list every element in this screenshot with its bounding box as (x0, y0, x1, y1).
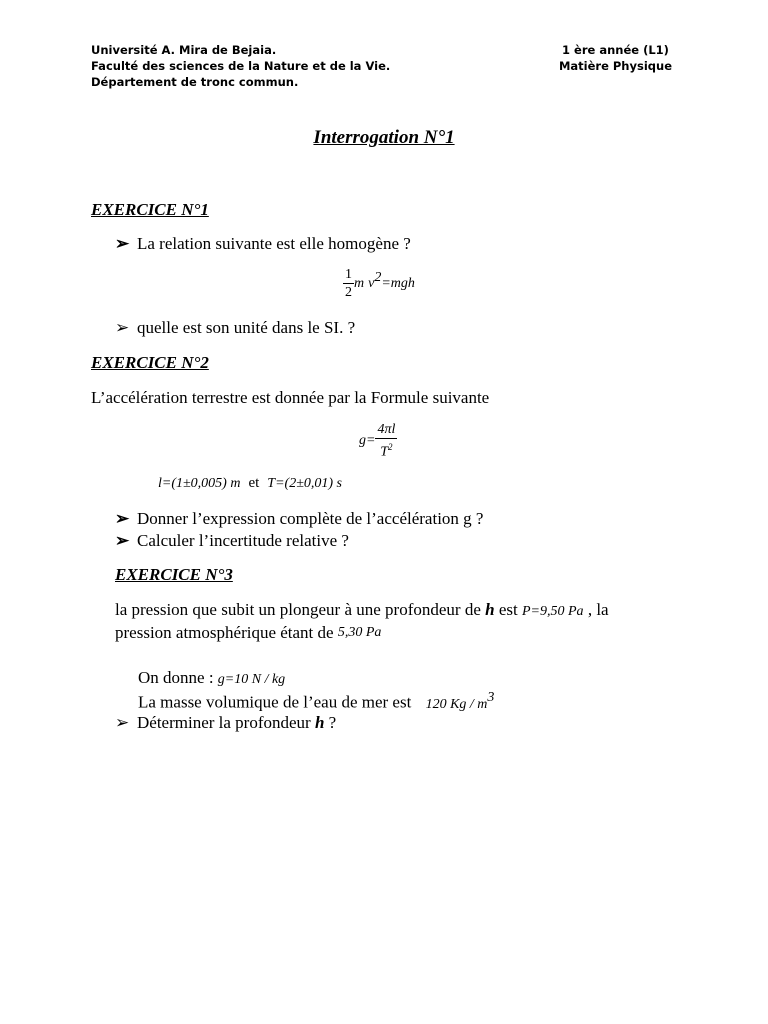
exercise-2-heading: EXERCICE N°2 (91, 353, 209, 372)
formula-1-m: m (354, 276, 365, 292)
formula-1-v: v (368, 276, 375, 292)
exercise-1-question-1-text: La relation suivante est elle homogène ? (137, 234, 411, 253)
formula-2-denominator: T (380, 444, 389, 460)
arrow-bullet-icon: ➢ (115, 531, 130, 550)
value-l: l=(1±0,005) m (158, 476, 241, 491)
exercise-2-values (158, 474, 342, 492)
value-density: 120 Kg / m (425, 696, 488, 712)
variable-h: h (485, 600, 495, 619)
arrow-bullet-icon: ➢ (115, 234, 130, 253)
exercise-2-intro: L’accélération terrestre est donnée par la Formule suivante (91, 388, 490, 407)
header-course (559, 42, 672, 74)
exercise-2-question-1 (115, 509, 483, 529)
exercise-2-question-1-text: Donner l’expression complète de l’accélération g ? (137, 509, 484, 528)
arrow-bullet-icon: ➢ (115, 509, 130, 528)
exercise-2-formula (359, 421, 397, 461)
exercise-3-paragraph-line-1: la pression que subit un plongeur à une profondeur de h est P=9,50 Pa , la (115, 600, 609, 619)
formula-1-rhs: =mgh (381, 276, 415, 292)
exercise-1-heading: EXERCICE N°1 (91, 200, 209, 219)
exercise-1-question-2 (115, 318, 355, 338)
exercise-1-formula (343, 266, 415, 301)
exercise-2-question-2 (115, 531, 349, 551)
exercise-3-question: ➢ Déterminer la profondeur h ? (115, 713, 337, 732)
exercise-3-heading: EXERCICE N°3 (115, 565, 233, 584)
header-year: 1 ère année (L1) (562, 43, 669, 57)
page-title: Interrogation N°1 (313, 127, 455, 148)
value-g: g=10 N / kg (217, 672, 286, 687)
arrow-bullet-icon: ➢ (115, 318, 130, 337)
value-et: et (248, 475, 260, 491)
arrow-bullet-icon: ➢ (115, 713, 130, 732)
formula-2-exponent: 2 (388, 442, 393, 452)
formula-2-numerator: 4πl (377, 422, 396, 437)
formula-2-lhs: g= (359, 432, 376, 448)
value-P: P=9,50 Pa (522, 604, 584, 619)
header-subject: Matière Physique (558, 59, 672, 73)
header-university: Université A. Mira de Bejaia. (91, 43, 277, 57)
formula-1-exponent: 2 (374, 269, 382, 285)
exercise-3-density: La masse volumique de l’eau de mer est 120 Kg / $m^3$ (138, 690, 495, 712)
exercise-1-question-1 (115, 234, 411, 254)
formula-1-denominator: 2 (345, 285, 352, 300)
header-institution (91, 42, 390, 90)
exercise-1-question-2-text: quelle est son unité dans le SI. ? (137, 318, 356, 337)
exercise-2-question-2-text: Calculer l’incertitude relative ? (137, 531, 349, 550)
header-department: Département de tronc commun. (91, 75, 299, 89)
header-faculty: Faculté des sciences de la Nature et de la Vie. (91, 59, 391, 73)
variable-h: h (314, 713, 325, 732)
value-T: T=(2±0,01) s (267, 476, 342, 491)
density-exponent: 3 (487, 690, 495, 705)
formula-1-numerator: 1 (345, 267, 352, 282)
exercise-3-given: On donne : g=10 N / kg (138, 668, 286, 687)
exercise-3-paragraph-line-2: pression atmosphérique étant de 5,30 Pa (115, 623, 382, 642)
value-atm-pressure: 5,30 Pa (337, 625, 382, 640)
